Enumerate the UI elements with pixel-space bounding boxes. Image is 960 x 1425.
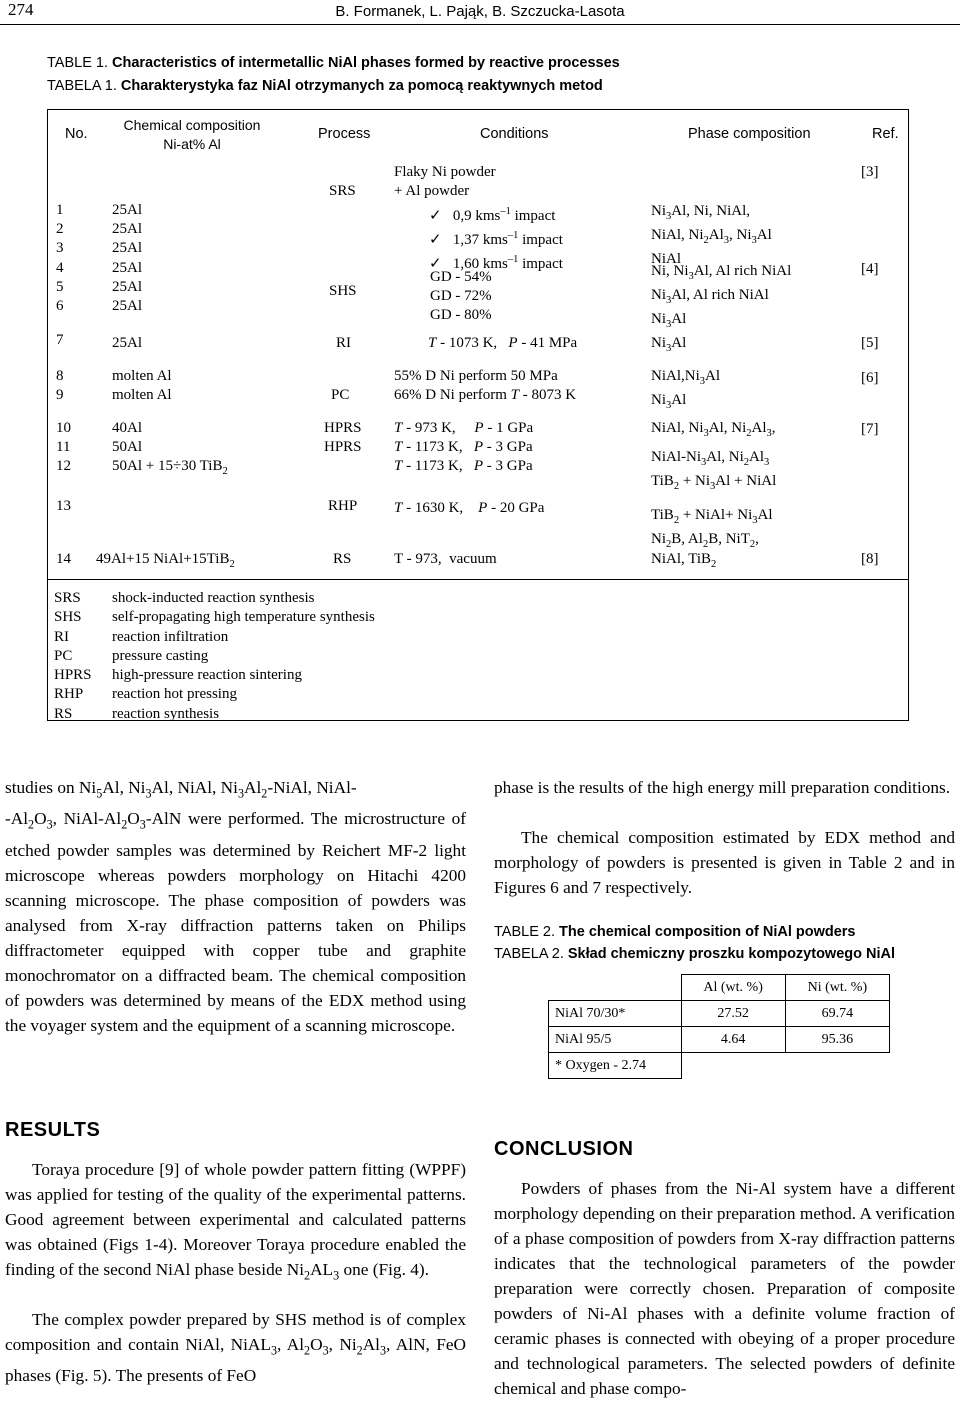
table2-caption-pl-label: TABELA 2. — [494, 946, 564, 962]
t1-row8-9-phase: $NiAl,Ni_3Al$ $Ni_3Al$ — [651, 368, 720, 411]
t2-col-al: Al (wt. %) — [681, 975, 785, 1001]
t1-header-conditions: Conditions — [480, 126, 549, 142]
t1-cond-gd: GD - 54% GD - 72% GD - 80% — [430, 269, 492, 323]
t1-row14-cond: T - 973, vacuum — [394, 551, 497, 567]
right-paragraph-2: The chemical composition estimated by EDX method and morphology of powders is presented is given in Table 2 and in Figures 6 and 7 respectively. — [494, 828, 955, 897]
t1-row14-no: 14 — [56, 551, 71, 567]
t1-header-ref: Ref. — [872, 126, 899, 142]
t1-header-phase: Phase composition — [688, 126, 811, 142]
t1-ref-7: [7] — [861, 421, 879, 437]
t1-row10-12-no: 10 11 12 — [56, 420, 71, 474]
t1-row14-process: RS — [333, 551, 352, 567]
t1-legend-divider — [48, 579, 908, 580]
results-paragraph-1: Toraya procedure [9] of whole powder pattern fitting (WPPF) was applied for testing of the quality of the experimental patterns. Good agreement between experimental and calculated patterns was obtained (Figs 1-4). Moreover Toraya procedure enabled the finding of the second NiAl phase beside $Ni_2AL_3$ one (Fig. 4). — [5, 1160, 466, 1283]
t2-row-name: NiAl 70/30* — [549, 1001, 682, 1027]
legend-desc: self-propagating high temperature synthesis — [112, 609, 375, 626]
table2 — [548, 974, 890, 1079]
table-row — [549, 1001, 890, 1027]
t1-row7-process: RI — [336, 335, 351, 351]
legend-abbr: SRS — [54, 590, 81, 606]
legend-abbr: PC — [54, 647, 73, 664]
t1-header-process: Process — [318, 126, 371, 142]
right-paragraph-1: phase is the results of the high energy mill preparation conditions. — [494, 778, 951, 797]
t1-row7-cond: T - 1073 K, P - 41 MPa — [428, 335, 578, 351]
t1-row10-12-cond: T - 973 K, P - 1 GPa T - 1173 K, P - 3 GPa T - 1173 K, P - 3 GPa — [394, 420, 534, 474]
t1-process-srs: SRS — [329, 183, 356, 199]
check-icon: ✓ — [429, 256, 442, 272]
t2-col-ni: Ni (wt. %) — [785, 975, 889, 1001]
t2-row-al: 4.64 — [681, 1027, 785, 1053]
t1-row7-phase: $Ni_3Al$ — [651, 335, 687, 354]
legend-abbr: RS — [54, 705, 73, 722]
table2-caption-en — [494, 924, 856, 940]
check-icon: ✓ — [429, 232, 442, 248]
t1-row8-9-process: PC — [331, 387, 350, 403]
legend-desc: high-pressure reaction sintering — [112, 667, 302, 684]
legend-desc: shock-inducted reaction synthesis — [112, 590, 315, 606]
t2-corner — [549, 975, 682, 1001]
t1-ref-8: [8] — [861, 551, 879, 567]
legend-abbr: HPRS — [54, 667, 92, 684]
table1 — [47, 109, 909, 721]
table1-caption-en-label: TABLE 1. — [47, 55, 108, 71]
t2-footnote: * Oxygen - 2.74 — [549, 1053, 682, 1079]
t1-header-chem-line1: Chemical composition — [123, 117, 261, 133]
header-rule — [0, 24, 960, 25]
legend-abbr: RHP — [54, 686, 84, 703]
table1-caption-pl — [47, 78, 603, 94]
t1-row13-no: 13 — [56, 498, 71, 514]
legend-desc: reaction infiltration — [112, 628, 229, 645]
t1-row10-12-chem: 40Al 50Al 50Al + 15÷30 TiB$_2$ — [112, 420, 228, 477]
table2-caption-en-label: TABLE 2. — [494, 924, 555, 940]
t1-row8-9-cond: 55% D Ni perform 50 MPa 66% D Ni perform T - 8073 K — [394, 368, 577, 403]
conclusion-heading: CONCLUSION — [494, 1138, 634, 1160]
check-icon: ✓ — [429, 208, 442, 224]
t2-row-al: 27.52 — [681, 1001, 785, 1027]
table-row — [549, 1027, 890, 1053]
t1-row8-9-no: 8 9 — [56, 368, 64, 403]
t1-phase-1-3: $Ni_3Al$, Ni, NiAl, NiAl, $Ni_2Al_3$, $Ni_3Al$ NiAl — [651, 203, 772, 267]
legend-desc: reaction hot pressing — [112, 686, 237, 703]
t1-ref-5: [5] — [861, 335, 879, 351]
t1-phase-4-6: Ni, $Ni_3Al$, Al rich NiAl $Ni_3Al$, Al rich NiAl $Ni_3Al$ — [651, 263, 792, 330]
results-heading: RESULTS — [5, 1119, 101, 1141]
t1-row8-9-chem: molten Al molten Al — [112, 368, 172, 403]
t1-process-shs: SHS — [329, 283, 357, 299]
t1-chem-col-1-6: 25Al 25Al 25Al 25Al 25Al 25Al — [112, 202, 142, 314]
t1-row14-chem: 49Al+15 NiAl+15TiB$_2$ — [96, 551, 235, 570]
t1-header-chem — [114, 116, 270, 154]
t2-header-row — [549, 975, 890, 1001]
t1-row13-phase: TiB$_2$ + NiAl+ $Ni_3Al$ $Ni_2B$, $Al_2B$, NiT$_2$, — [651, 507, 773, 550]
table1-caption-en — [47, 55, 620, 71]
table2-caption-pl-text: Skład chemiczny proszku kompozytowego NiAl — [567, 946, 896, 962]
results-paragraph-2: The complex powder prepared by SHS method is of complex composition and contain NiAl, NiAL$_3$, $Al_2O_3$, $Ni_2Al_3$, AlN, FeO phases (Fig. 5). The presents of FeO — [5, 1310, 467, 1386]
t1-row10-12-process: HPRS HPRS — [324, 420, 362, 455]
t1-row7-chem: 25Al — [112, 335, 142, 351]
t1-ref-6: [6] — [861, 370, 879, 386]
t1-row10-12-phase: NiAl, $Ni_3Al$, $Ni_2Al_3$, NiAl-$Ni_3Al$, $Ni_2Al_3$ $TiB_2 + Ni_3Al$ + NiAl — [651, 420, 777, 492]
t1-row14-phase: NiAl, TiB$_2$ — [651, 551, 717, 570]
table1-caption-pl-text: Charakterystyka faz NiAl otrzymanych za pomocą reaktywnych metod — [120, 78, 603, 94]
t1-no-col-1-6: 1 2 3 4 5 6 — [56, 202, 64, 314]
legend-desc: reaction synthesis — [112, 705, 220, 722]
t1-ref-3: [3] — [861, 164, 879, 180]
t1-row7-no: 7 — [56, 332, 64, 348]
legend-desc: pressure casting — [112, 647, 209, 664]
t1-cond-impacts: ✓ 0,9 kms$^{-1}$ impact ✓ 1,37 kms$^{-1}$ impact ✓ 1,60 kms$^{-1}$ impact — [429, 206, 563, 272]
t1-header-chem-line2: Ni-at% Al — [163, 136, 221, 152]
t1-ref-4: [4] — [861, 261, 879, 277]
table1-caption-en-text: Characteristics of intermetallic NiAl phases formed by reactive processes — [112, 55, 620, 71]
table2-caption-en-text: The chemical composition of NiAl powders — [559, 924, 856, 940]
t1-cond-flaky: Flaky Ni powder + Al powder — [394, 164, 496, 199]
table1-caption-pl-label: TABELA 1. — [47, 78, 117, 94]
t2-row-ni: 95.36 — [785, 1027, 889, 1053]
intro-paragraph: studies on $Ni_5Al$, $Ni_3Al$, NiAl, $Ni_3Al_2$-NiAl, NiAl- $-Al_2O_3$, NiAl-$Al_2O_3$-AlN were performed. The microstructure of etched powder samples was determined by Reichert MF-2 light microscope whereas powders morphology on Hitachi 4200 scanning microscope. The phase composition of powders was analysed from X-ray diffraction patterns taken on Philips diffractometer equipped with copper tube and graphite monochromator on a diffracted beam. The chemical composition of powders was determined by means of the EDX method using the voyager system and the equipment of a scanning microscope. — [5, 778, 466, 1035]
conclusion-paragraph: Powders of phases from the Ni-Al system have a different morphology depending on their preparation method. A verification of a phase composition of powders from X-ray diffraction patterns indicates that the technological parameters of the powder preparation were correctly chosen. Preparation of composite powders of Ni-Al phases with a definite volume fraction of ceramic phases is connected with obeying of a proper procedure and technological parameters. The selected powders of definite chemical and phase compo- — [494, 1179, 955, 1398]
running-header-authors: B. Formanek, L. Pająk, B. Szczucka-Lasota — [335, 3, 625, 20]
page-number: 274 — [8, 0, 34, 19]
t1-row13-process: RHP — [328, 498, 358, 514]
t2-footnote-row — [549, 1053, 890, 1079]
t1-header-no: No. — [65, 126, 88, 142]
legend-abbr: RI — [54, 628, 69, 645]
t2-row-name: NiAl 95/5 — [549, 1027, 682, 1053]
table2-caption-pl — [494, 946, 895, 962]
t1-row13-cond: T - 1630 K, P - 20 GPa — [394, 500, 545, 516]
t2-row-ni: 69.74 — [785, 1001, 889, 1027]
legend-abbr: SHS — [54, 609, 82, 626]
